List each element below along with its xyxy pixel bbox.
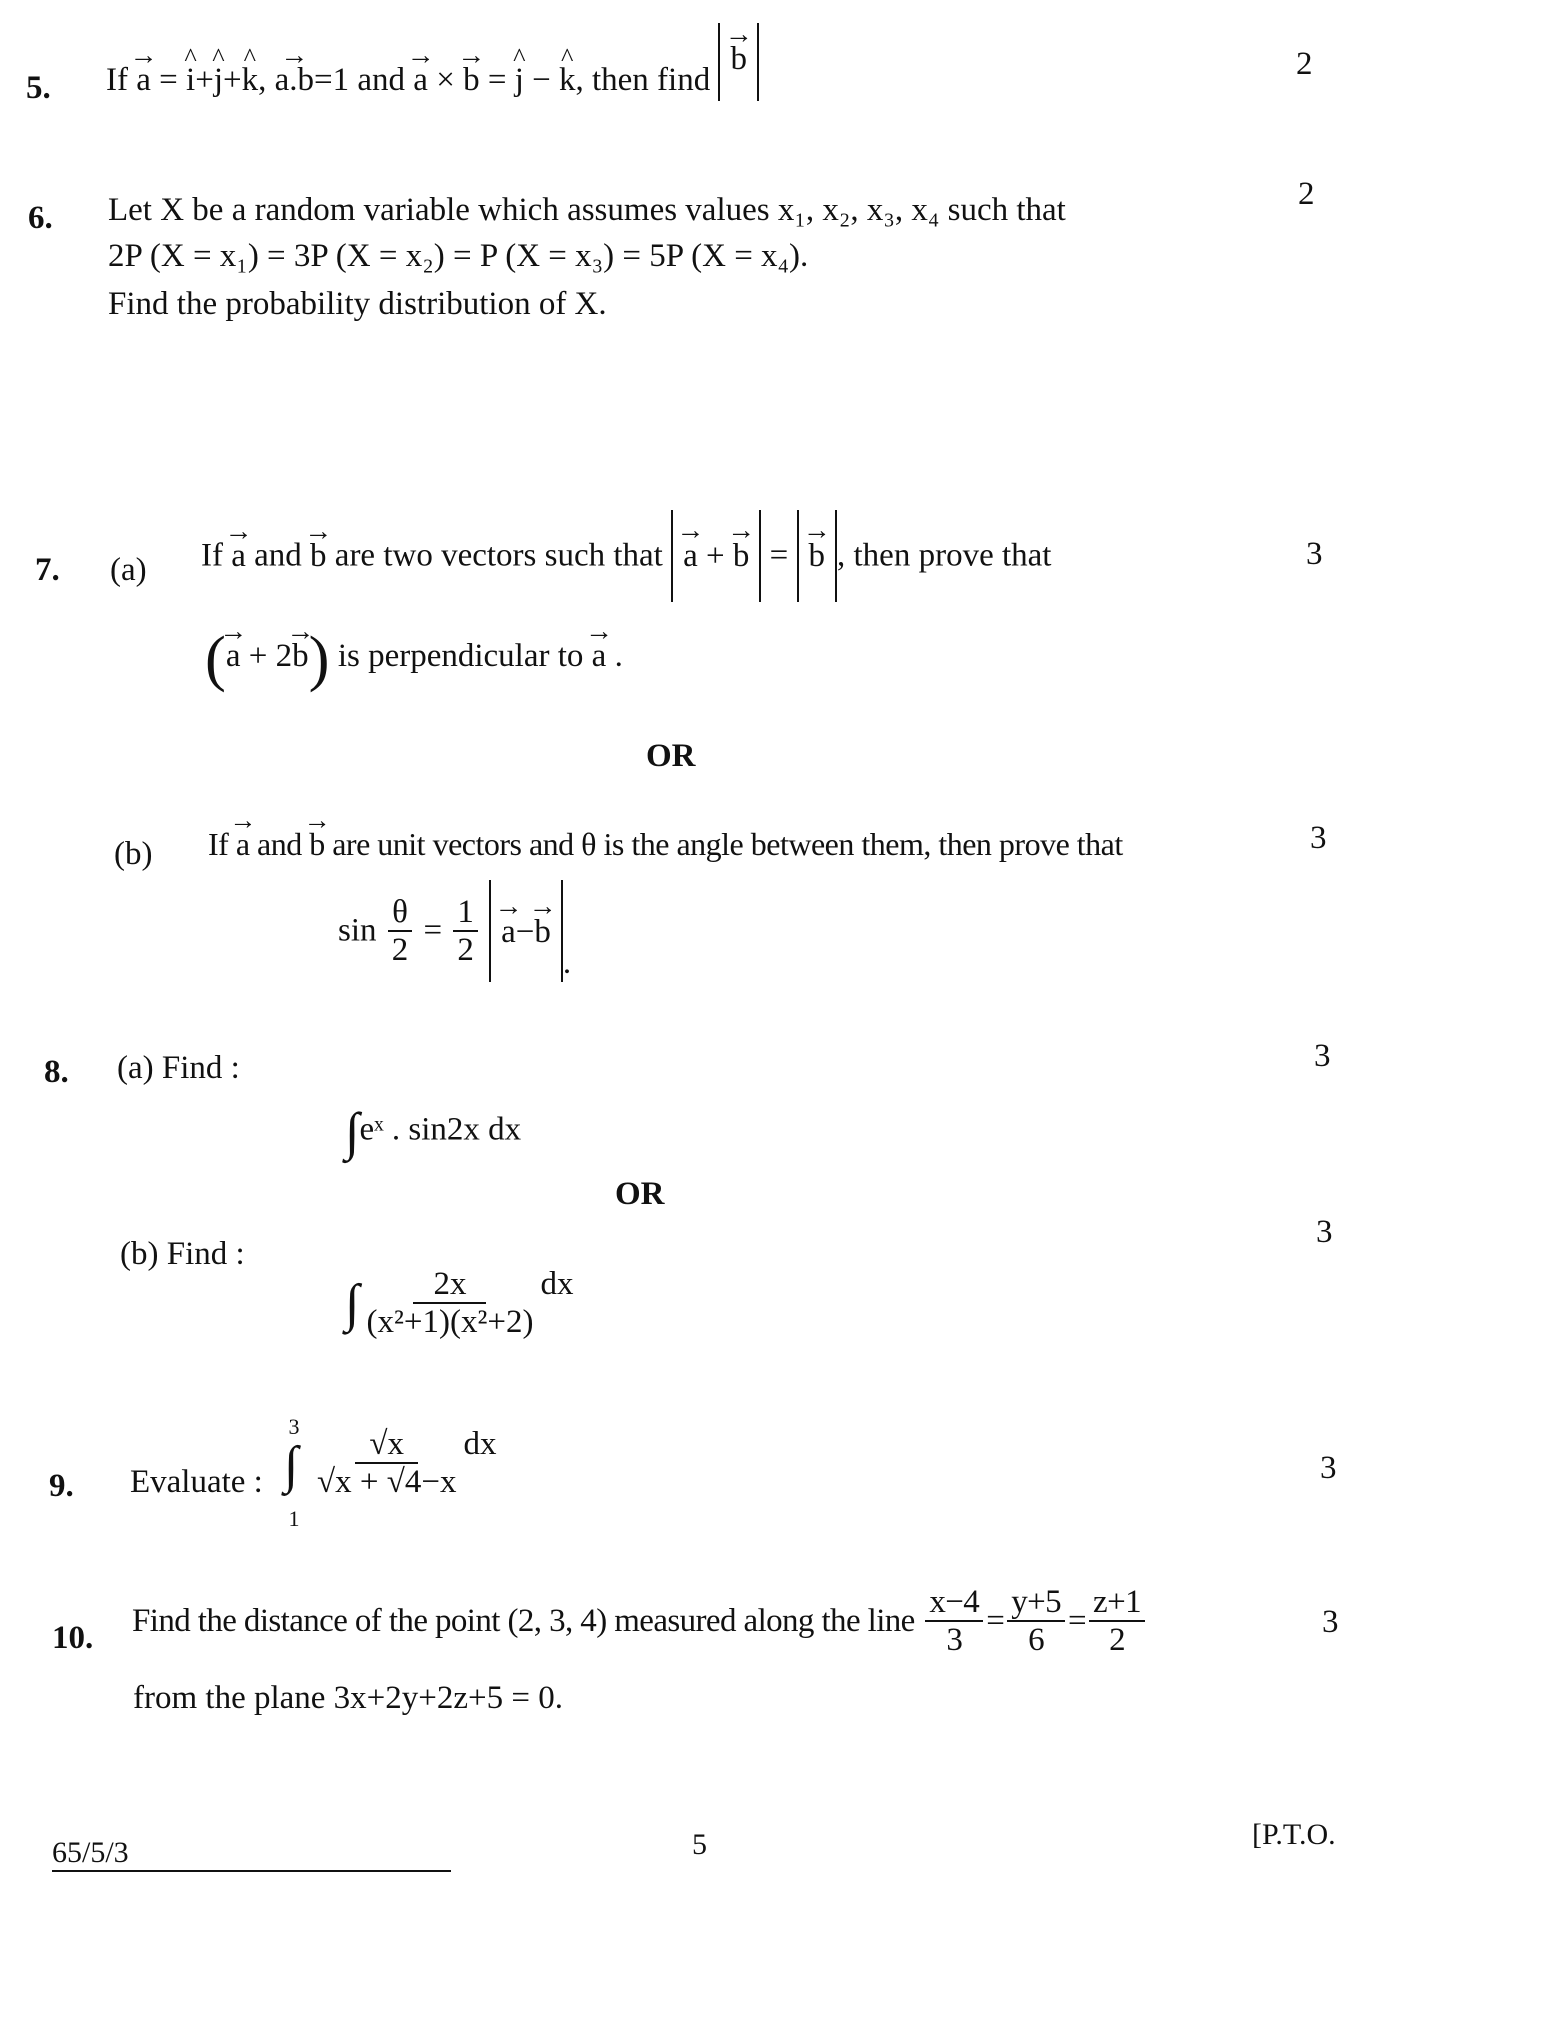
period: . [614, 638, 623, 675]
unit-k: ^ k [242, 62, 259, 99]
unit-j: ^ j [515, 62, 524, 99]
vector-b: → b [463, 62, 480, 99]
q8a-marks: 3 [1314, 1038, 1331, 1074]
vector-a: → a [413, 62, 428, 99]
q5-eq: = [487, 62, 507, 98]
numerator: 2x [413, 1266, 486, 1304]
q8-number: 8. [44, 1054, 69, 1090]
q9-label: Evaluate : [130, 1464, 263, 1500]
q7a-and: and [254, 537, 302, 574]
q10-number: 10. [52, 1620, 94, 1656]
dx: dx [540, 1266, 574, 1302]
vector-a: → a [136, 62, 151, 99]
pto-label: [P.T.O. [1252, 1818, 1336, 1851]
q5-comma: , [258, 62, 267, 98]
integral-sign: ∫ [345, 1274, 360, 1333]
q10-desc: Find the distance of the point (2, 3, 4) measured along the line [132, 1602, 915, 1639]
unit-j: ^ j [214, 62, 223, 99]
q7b-text [208, 826, 1123, 863]
vector-b: → b [292, 638, 309, 675]
vector-a: → a [501, 914, 516, 950]
plus-2: + 2 [248, 638, 293, 675]
integral-sign: ∫ [284, 1437, 299, 1494]
q7a-perp-text: is perpendicular to [337, 638, 584, 675]
vector-b: → b [310, 538, 327, 575]
q8-or: OR [615, 1176, 665, 1212]
cross-symbol: × [436, 62, 455, 98]
vector-a: → a [592, 638, 607, 675]
equals: = [986, 1602, 1005, 1639]
vector-a: → a [226, 638, 241, 675]
dx: dx [463, 1426, 497, 1462]
q6-line3: Find the probability distribution of X. [108, 286, 607, 322]
q6-line2: 2P (X = x₁) = 3P (X = x₂) = P (X = x₃) = 5P (X = x₄). [108, 238, 809, 274]
q7a-if: If [201, 537, 223, 574]
q9-marks: 3 [1320, 1450, 1337, 1486]
denominator: √x + √4−x [317, 1464, 457, 1501]
vector-b: → b [730, 41, 747, 77]
vector-b: → b [534, 914, 551, 950]
vector-a: → a [231, 538, 246, 575]
q5-text [106, 41, 759, 101]
q7-number: 7. [35, 552, 60, 588]
unit-i: ^ i [186, 62, 195, 99]
denominator: 2 [457, 932, 474, 968]
plus: + [706, 538, 725, 574]
q5-eq1: =1 and [314, 62, 406, 98]
integrand: eˣ . sin2x dx [359, 1111, 522, 1148]
q10-text [132, 1584, 1148, 1659]
q7-or: OR [646, 738, 696, 774]
numerator: y+5 [1007, 1584, 1065, 1622]
dot-product: → a.b [275, 62, 314, 99]
q5-minus: − [532, 62, 551, 98]
q10-marks: 3 [1322, 1604, 1339, 1640]
numerator: x−4 [925, 1584, 983, 1622]
sin: sin [338, 912, 377, 949]
q9-lower-limit: 1 [288, 1506, 300, 1531]
q8b-marks: 3 [1316, 1214, 1333, 1250]
numerator: z+1 [1089, 1584, 1145, 1622]
q7b-if: If [208, 826, 229, 862]
q7b-formula [338, 880, 571, 982]
q6-marks: 2 [1298, 176, 1315, 212]
vector-a: → a [683, 538, 698, 574]
equals: = [423, 912, 443, 949]
denominator: 2 [1109, 1622, 1125, 1659]
unit-k: ^ k [559, 62, 576, 99]
denominator: 6 [1028, 1622, 1045, 1659]
vector-b: → b [733, 538, 750, 574]
theta: θ [388, 894, 412, 932]
q7a-text [201, 510, 1051, 602]
q8a-integral [345, 1102, 521, 1162]
paper-code: 65/5/3 [52, 1836, 129, 1869]
q8a-label: (a) Find : [117, 1050, 240, 1086]
numerator: √x [355, 1426, 418, 1464]
q9-number: 9. [49, 1468, 74, 1504]
q5-if: If [106, 62, 128, 98]
denominator: 3 [946, 1622, 963, 1659]
q10-line2: from the plane 3x+2y+2z+5 = 0. [133, 1680, 564, 1716]
equals: = [769, 537, 789, 574]
q5-eq: = [159, 62, 178, 98]
q5-plus: + [222, 62, 242, 98]
q5-marks: 2 [1296, 46, 1313, 82]
footer-rule [52, 1870, 451, 1872]
equals: = [1068, 1602, 1087, 1639]
period: . [562, 945, 572, 981]
minus: − [515, 914, 535, 950]
q9-upper-limit: 3 [288, 1414, 300, 1439]
q5-then: , then find [575, 62, 711, 98]
q7b-and: and [257, 826, 302, 862]
page-number: 5 [692, 1828, 707, 1861]
q6-line1: Let X be a random variable which assumes values x₁, x₂, x₃, x₄ such that [108, 192, 1066, 228]
q7a-marks: 3 [1306, 536, 1323, 572]
q7a-then: , then prove that [837, 537, 1052, 574]
vector-b: → b [309, 826, 325, 863]
q7a-label: (a) [110, 552, 147, 588]
q8b-integral [345, 1266, 573, 1341]
q9-integrand [310, 1426, 496, 1501]
denominator: 2 [391, 932, 409, 968]
q8b-label: (b) Find : [120, 1236, 245, 1272]
vector-b: → b [809, 538, 826, 574]
integral-sign: ∫ [345, 1103, 360, 1161]
q7b-desc: are unit vectors and θ is the angle between them, then prove that [332, 826, 1123, 862]
numerator: 1 [453, 894, 478, 932]
q5-plus: + [195, 62, 214, 98]
q7b-marks: 3 [1310, 820, 1327, 856]
denominator: (x²+1)(x²+2) [366, 1304, 534, 1341]
q7a-line2: (→ a + 2→ b) is perpendicular to → a . [205, 622, 623, 695]
vector-a: → a [236, 826, 250, 863]
q5-number: 5. [26, 70, 51, 106]
q7b-label: (b) [114, 836, 153, 872]
q7a-desc: are two vectors such that [334, 537, 663, 574]
q6-number: 6. [28, 200, 53, 236]
